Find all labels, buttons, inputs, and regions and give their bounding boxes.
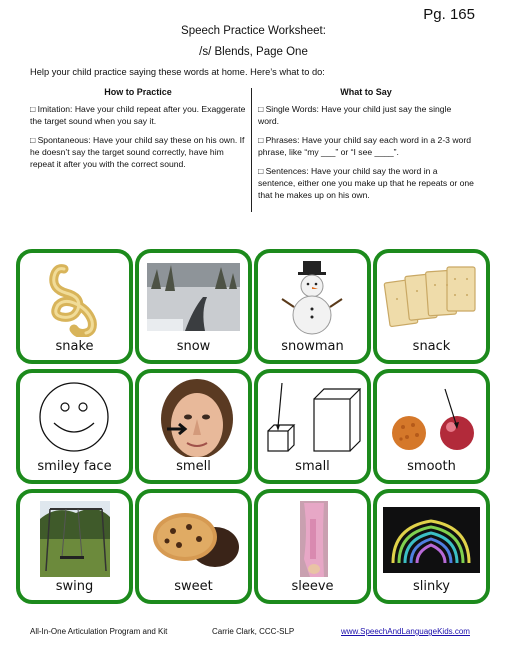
word-label: slinky <box>413 579 450 594</box>
word-card-snow <box>135 249 252 364</box>
snow-path-icon <box>145 259 242 337</box>
footer-author: Carrie Clark, CCC-SLP <box>212 627 295 636</box>
word-label: sleeve <box>291 579 334 594</box>
word-card-snake <box>16 249 133 364</box>
word-card-sleeve <box>254 489 371 604</box>
how-to-practice-heading: How to Practice <box>104 87 172 97</box>
word-label: snowman <box>281 339 344 354</box>
smooth-ball-icon <box>383 379 480 457</box>
worksheet-subtitle: /s/ Blends, Page One <box>199 46 308 58</box>
word-card-smiley-face <box>16 369 133 484</box>
word-label: small <box>295 459 330 474</box>
word-label: swing <box>55 579 94 594</box>
nose-face-icon <box>145 379 242 457</box>
word-label: snake <box>55 339 94 354</box>
word-label: snack <box>412 339 451 354</box>
word-card-snack <box>373 249 490 364</box>
what-to-say-heading: What to Say <box>340 87 392 97</box>
small-cube-icon <box>264 379 361 457</box>
word-card-smooth <box>373 369 490 484</box>
how-to-practice-column <box>30 86 246 177</box>
snake-icon <box>26 259 123 337</box>
footer-program-name: All-In-One Articulation Program and Kit <box>30 627 168 636</box>
word-card-swing <box>16 489 133 604</box>
what-to-say-column <box>258 86 474 208</box>
column-divider <box>251 88 252 212</box>
crackers-icon <box>383 259 480 337</box>
smiley-face-icon <box>26 379 123 457</box>
snowman-icon <box>264 259 361 337</box>
page-number: Pg. 165 <box>423 6 475 23</box>
worksheet-title: Speech Practice Worksheet: <box>181 25 326 37</box>
cookies-icon <box>145 499 242 577</box>
word-card-sweet <box>135 489 252 604</box>
sleeve-icon <box>264 499 361 577</box>
word-label: sweet <box>174 579 213 594</box>
say-item-phrases: □ Phrases: Have your child say each word in a 2-3 word phrase, like “my ___” or “I see ____”. <box>258 135 471 157</box>
word-card-snowman <box>254 249 371 364</box>
word-label: smiley face <box>37 459 112 474</box>
word-card-smell <box>135 369 252 484</box>
word-card-small <box>254 369 371 484</box>
practice-item-imitation: □ Imitation: Have your child repeat after you. Exaggerate the target sound when you say it. <box>30 104 246 126</box>
footer-website-link[interactable]: www.SpeechAndLanguageKids.com <box>341 627 470 636</box>
word-label: snow <box>176 339 211 354</box>
intro-text: Help your child practice saying these words at home. Here’s what to do: <box>30 67 325 77</box>
swing-icon <box>26 499 123 577</box>
say-item-single-words: □ Single Words: Have your child just say the single word. <box>258 104 452 126</box>
word-label: smooth <box>407 459 456 474</box>
word-label: smell <box>176 459 211 474</box>
word-card-slinky <box>373 489 490 604</box>
say-item-sentences: □ Sentences: Have your child say the word in a sentence, either one you make up that he repeats or one that he makes up on his own. <box>258 166 474 200</box>
practice-item-spontaneous: □ Spontaneous: Have your child say these on his own. If he doesn’t say the target sound correctly, have him repeat it after you with the correct sound. <box>30 135 245 169</box>
slinky-icon <box>383 499 480 577</box>
